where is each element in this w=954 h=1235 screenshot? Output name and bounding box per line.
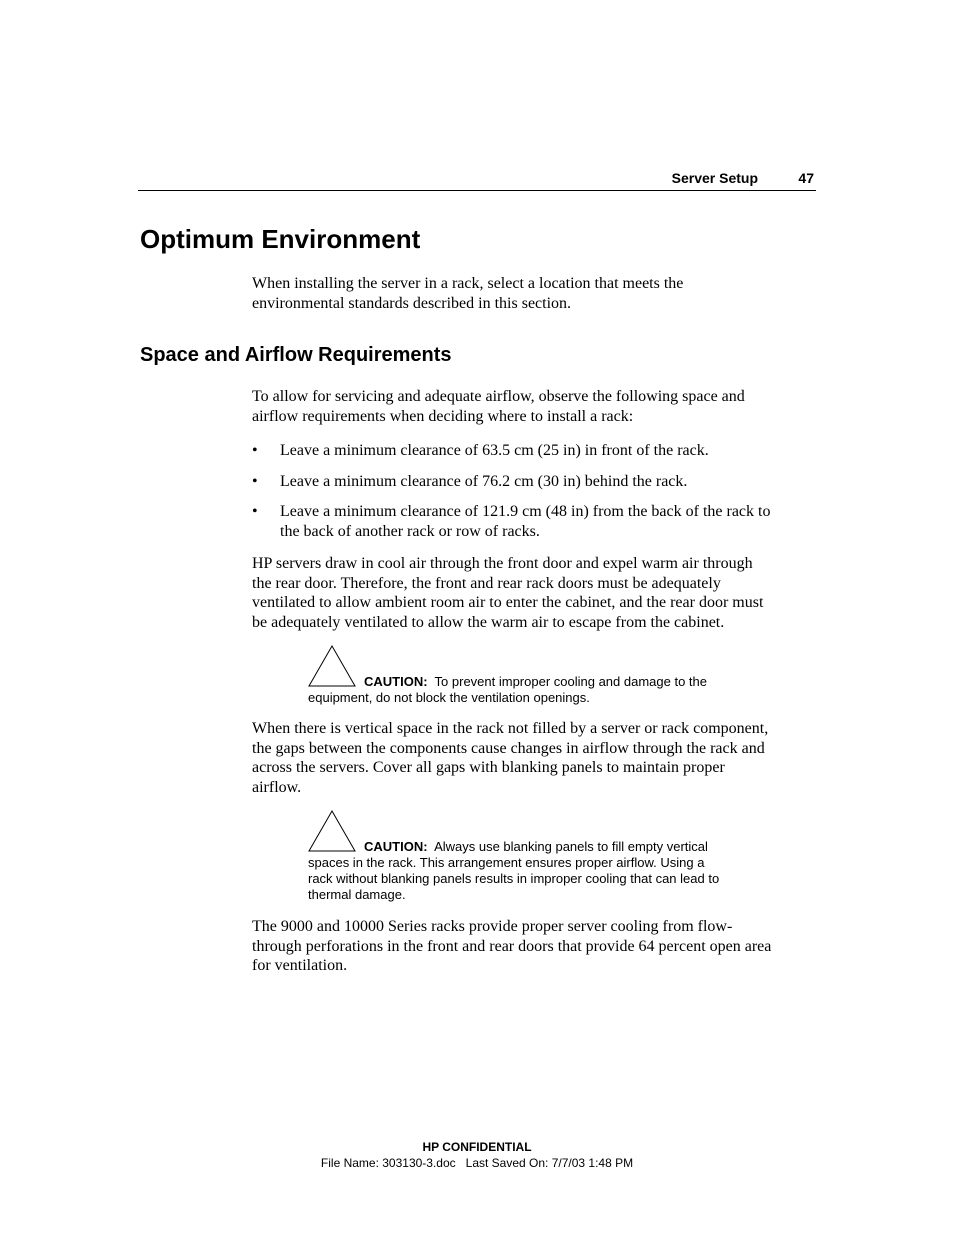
text-line: airflow requirements when deciding where to install a rack: xyxy=(252,407,634,425)
list-item-text: Leave a minimum clearance of 121.9 cm (48 in) from the back of the rack to xyxy=(280,503,771,520)
list-item-text: Leave a minimum clearance of 63.5 cm (25 in) in front of the rack. xyxy=(280,442,709,459)
list-item xyxy=(252,441,814,461)
page-header xyxy=(138,168,816,191)
caution-line: To prevent improper cooling and damage to the xyxy=(434,674,707,689)
text-line: When there is vertical space in the rack not filled by a server or rack component, xyxy=(252,720,769,737)
text-line: The 9000 and 10000 Series racks provide proper server cooling from flow- xyxy=(252,918,733,935)
caution-label: CAUTION: xyxy=(364,674,428,689)
footer-confidential: HP CONFIDENTIAL xyxy=(422,1140,532,1154)
text-line: When installing the server in a rack, select a location that meets the xyxy=(252,275,684,292)
header-page-number: 47 xyxy=(798,170,814,186)
caution-line: Always use blanking panels to fill empty vertical xyxy=(434,839,708,854)
caution-line: spaces in the rack. This arrangement ensures proper airflow. Using a xyxy=(308,855,705,870)
caution-label: CAUTION: xyxy=(364,839,428,854)
caution-first-line xyxy=(308,674,707,690)
series-paragraph xyxy=(252,917,814,976)
section-lead xyxy=(252,387,814,426)
list-item xyxy=(252,502,814,541)
text-line: environmental standards described in this section. xyxy=(252,294,572,312)
page-footer xyxy=(0,1139,954,1171)
caution-note xyxy=(308,810,768,906)
text-line: the gaps between the components cause changes in airflow through the rack and xyxy=(252,739,765,757)
bullet-symbol: • xyxy=(252,503,258,520)
page-title: Optimum Environment xyxy=(140,224,421,254)
blanking-paragraph xyxy=(252,719,814,797)
text-line: across the servers. Cover all gaps with blanking panels to maintain proper xyxy=(252,759,725,776)
clearance-list xyxy=(252,441,814,552)
intro-paragraph xyxy=(252,274,814,313)
list-item xyxy=(252,472,814,492)
text-line: for ventilation. xyxy=(252,957,348,974)
text-line: To allow for servicing and adequate airflow, observe the following space and xyxy=(252,388,745,405)
airflow-paragraph xyxy=(252,554,814,632)
footer-file-info: File Name: 303130-3.doc Last Saved On: 7/7/03 1:48 PM xyxy=(320,1156,634,1170)
text-line: through perforations in the front and rear doors that provide 64 percent open area xyxy=(252,937,772,955)
text-line: the rear door. Therefore, the front and rear rack doors must be adequately xyxy=(252,574,721,592)
caution-text xyxy=(308,674,707,706)
caution-text xyxy=(308,839,719,903)
caution-line: thermal damage. xyxy=(308,887,406,902)
text-line: airflow. xyxy=(252,778,302,796)
text-line: ventilated to allow ambient room air to enter the cabinet, and the rear door must xyxy=(252,594,764,611)
bullet-symbol: • xyxy=(252,442,258,459)
bullet-symbol: • xyxy=(252,472,258,490)
caution-line: rack without blanking panels results in improper cooling that can lead to xyxy=(308,871,720,886)
caution-first-line xyxy=(308,839,719,855)
list-item-text: the back of another rack or row of racks. xyxy=(280,522,540,540)
text-line: HP servers draw in cool air through the front door and expel warm air through xyxy=(252,555,753,572)
caution-line: equipment, do not block the ventilation openings. xyxy=(308,690,590,705)
list-item-text: Leave a minimum clearance of 76.2 cm (30 in) behind the rack. xyxy=(280,472,688,490)
section-heading: Space and Airflow Requirements xyxy=(140,344,452,366)
caution-note xyxy=(308,645,768,709)
text-line: be adequately ventilated to allow the warm air to escape from the cabinet. xyxy=(252,613,725,631)
header-section-title: Server Setup xyxy=(671,170,758,186)
